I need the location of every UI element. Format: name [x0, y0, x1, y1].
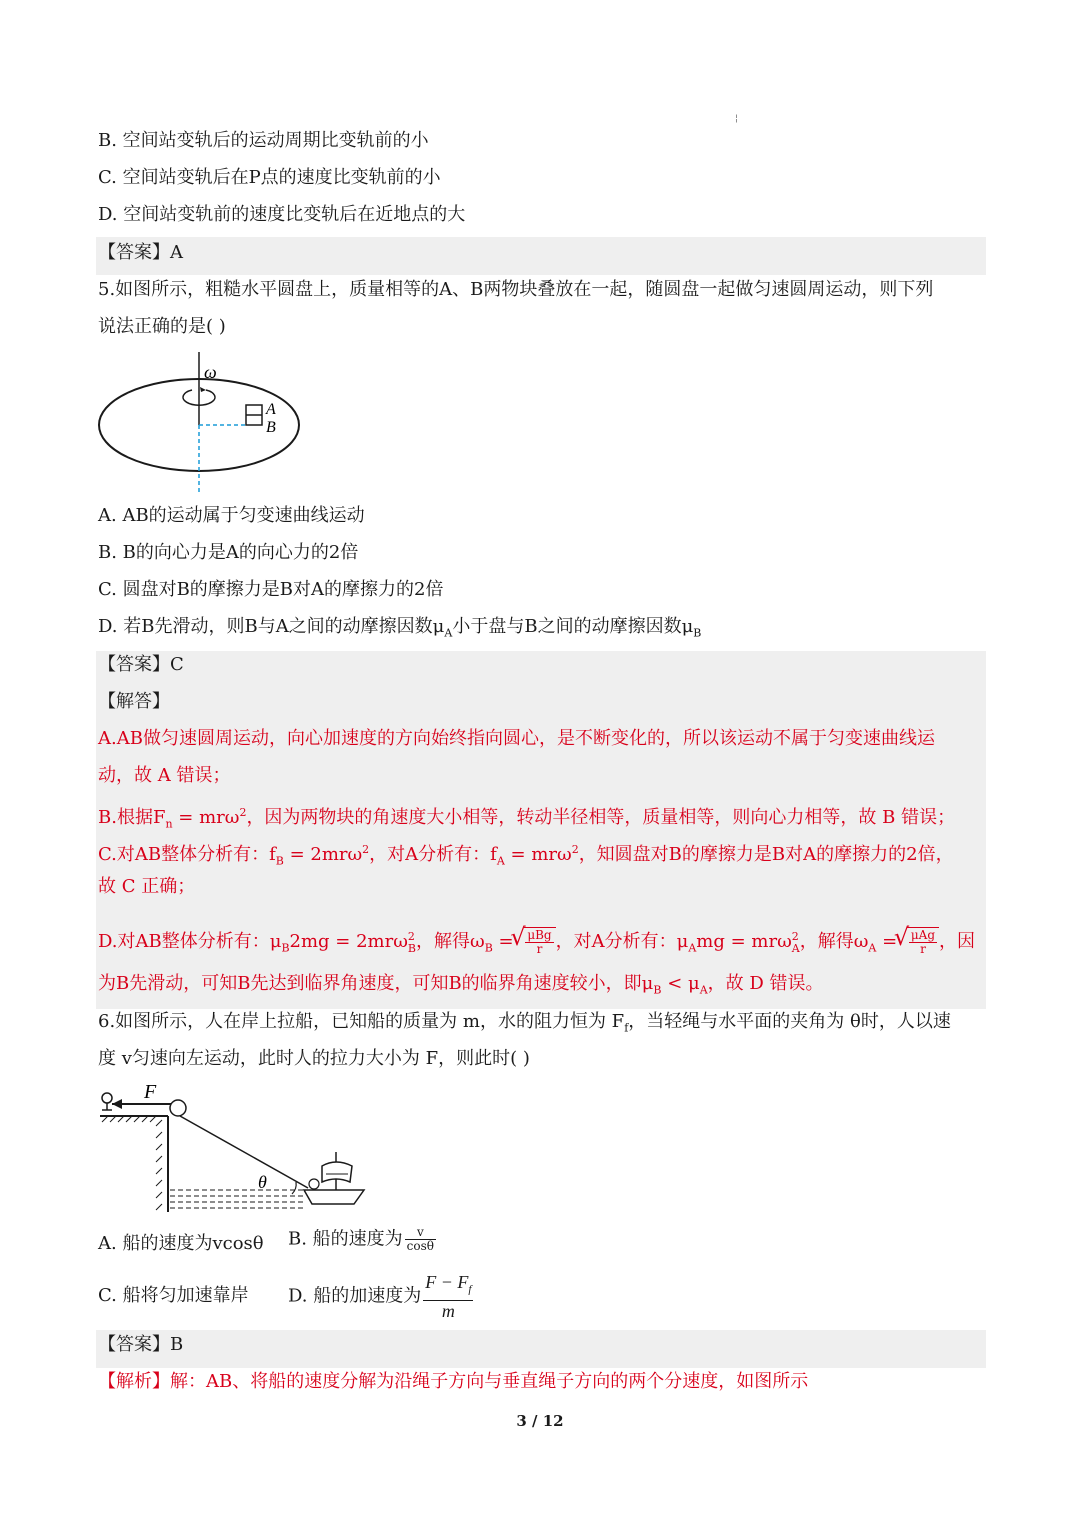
q5-exp-a-line-2: 动，故 A 错误；	[98, 765, 231, 786]
q5-option-b: B. B的向心力是A的向心力的2倍	[98, 542, 359, 563]
q5-answer: 【答案】C	[98, 654, 184, 675]
q5-exp-d-line-1: D.对AB整体分析有：$\mu_B2mg = 2mr\omega^2_B$，解得$\omega_B$ = √ $\frac{\text{μBg}}{r}$ ，对A分析有：$\mu_Amg = mr\omega^2_A$，解得$\omega_A$ = √ $\frac{\text{μAg}}{r}$ ，因	[98, 922, 975, 964]
sqrt-omega-b: √ $\frac{\text{μBg}}{r}$	[523, 927, 555, 958]
page-number: 3 / 12	[516, 1412, 564, 1430]
q6-option-b: B. 船的速度为 $\frac{v}{\cos\theta}$	[288, 1225, 434, 1253]
water	[170, 1190, 304, 1208]
q5-turntable-diagram	[96, 350, 306, 495]
q5-stem-line-1: 5.如图所示，粗糙水平圆盘上，质量相等的A、B两物块叠放在一起，随圆盘一起做匀速圆周运动，则下列	[98, 279, 934, 300]
q5-jieda-label: 【解答】	[98, 691, 170, 712]
boat-sail	[322, 1162, 352, 1182]
q6-option-a: A. 船的速度为vcosθ	[98, 1233, 264, 1254]
q5-exp-a-line-1: A.AB做匀速圆周运动，向心加速度的方向始终指向圆心，是不断变化的，所以该运动不属于匀变速曲线运	[98, 728, 935, 749]
force-label: F	[144, 1081, 157, 1103]
q5-exp-d-line-2: 为B先滑动，可知B先达到临界角速度，可知B的临界角速度较小，即$\mu_B < \mu_A$，故 D 错误。	[98, 973, 824, 997]
q5-exp-b: B.根据$F_n = mr\omega^2$，因为两物块的角速度大小相等，转动半径相等，质量相等，则向心力相等，故 B 错误；	[98, 806, 956, 831]
omega-label: ω	[204, 362, 217, 382]
q6-answer-band	[96, 1330, 986, 1368]
q5-stem-line-2: 说法正确的是( )	[98, 316, 226, 337]
q5-option-a: A. AB的运动属于匀变速曲线运动	[98, 505, 365, 526]
q4-answer-band	[96, 237, 986, 275]
q4-option-c: C. 空间站变轨后在P点的速度比变轨前的小	[98, 167, 441, 188]
rope	[180, 1116, 308, 1188]
boat-hull	[304, 1190, 364, 1204]
q6-option-c: C. 船将匀加速靠岸	[98, 1285, 249, 1306]
q6-option-d: D. 船的加速度为 $\frac{F - F_f}{m}$	[288, 1272, 472, 1321]
q6-stem-line-1: 6.如图所示，人在岸上拉船，已知船的质量为 m，水的阻力恒为 $F_f$，当轻绳与水平面的夹角为 θ时，人以速	[98, 1011, 951, 1035]
q4-answer: 【答案】A	[98, 242, 183, 263]
block-a-label: A	[266, 401, 276, 418]
q6-stem-line-2: 度 v匀速向左运动，此时人的拉力大小为 F，则此时( )	[98, 1048, 530, 1069]
q5-exp-c-line-1: C.对AB整体分析有：$f_B = 2mr\omega^2$，对A分析有：$f_A = mr\omega^2$，知圆盘对B的摩擦力是B对A的摩擦力的2倍，	[98, 843, 954, 868]
q5-option-d: D. 若B先滑动，则B与A之间的动摩擦因数$\mu_A$小于盘与B之间的动摩擦因数$\mu_B$	[98, 616, 702, 640]
sqrt-omega-a: √ $\frac{\text{μAg}}{r}$	[907, 927, 939, 958]
block-b-label: B	[266, 419, 276, 436]
person-icon	[102, 1093, 112, 1103]
pulley-icon	[170, 1100, 186, 1116]
margin-mark: ¦	[735, 114, 739, 124]
q4-option-b: B. 空间站变轨后的运动周期比变轨前的小	[98, 130, 429, 151]
q6-boat-diagram	[96, 1078, 371, 1216]
theta-arc	[292, 1182, 296, 1194]
q5-exp-c-line-2: 故 C 正确；	[98, 876, 196, 897]
q4-option-d: D. 空间站变轨前的速度比变轨后在近地点的大	[98, 204, 466, 225]
q5-option-c: C. 圆盘对B的摩擦力是B对A的摩擦力的2倍	[98, 579, 444, 600]
q6-jiexi: 【解析】解：AB、将船的速度分解为沿绳子方向与垂直绳子方向的两个分速度，如图所示	[98, 1371, 809, 1392]
theta-label: θ	[258, 1172, 267, 1192]
q6-answer: 【答案】B	[98, 1334, 184, 1355]
